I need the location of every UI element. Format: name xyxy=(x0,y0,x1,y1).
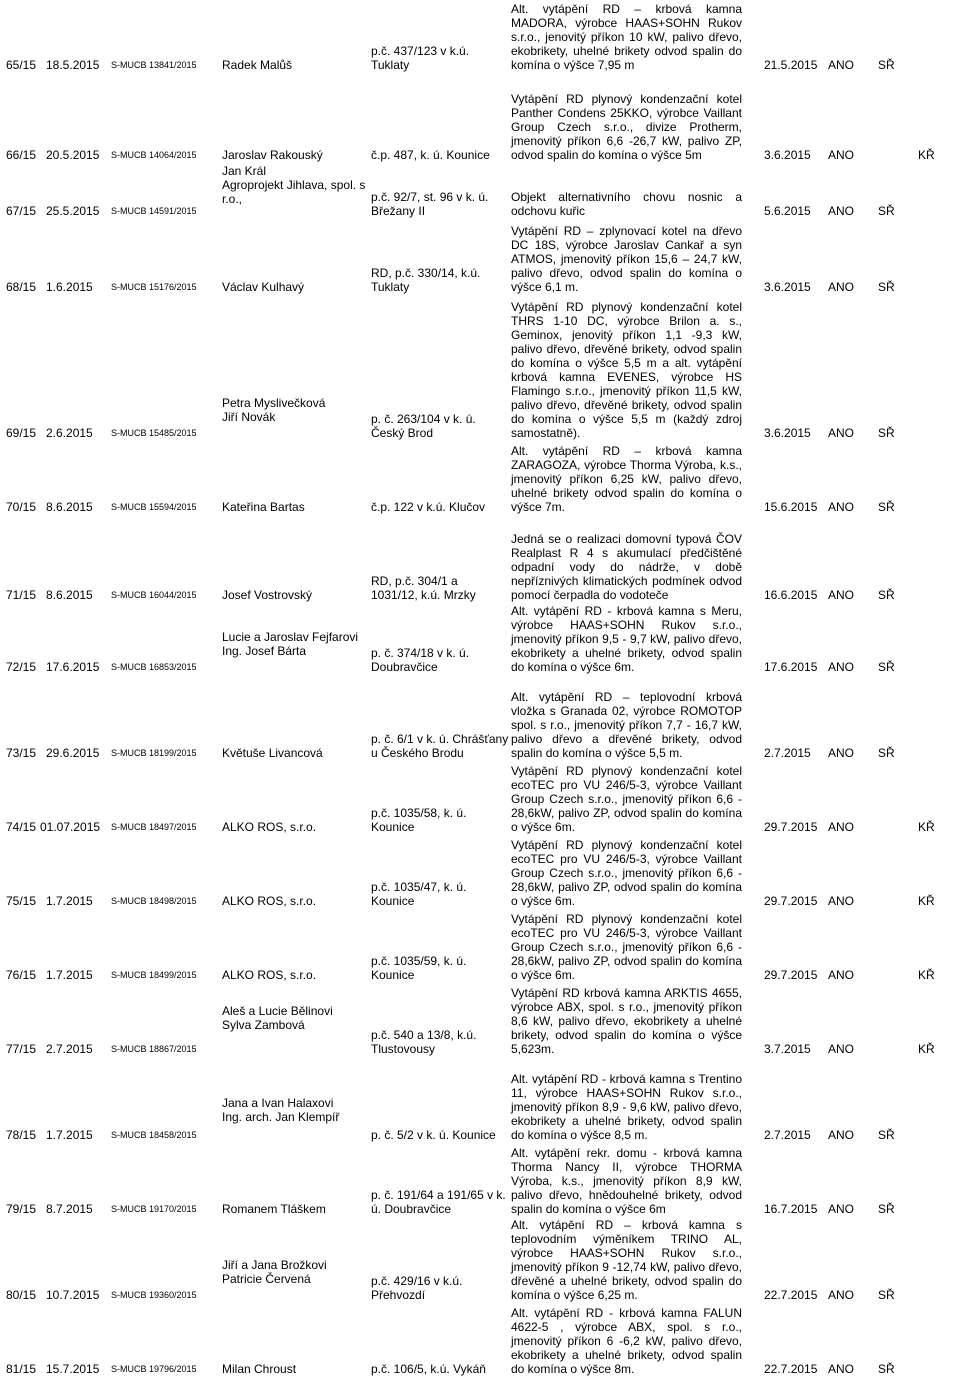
table-row xyxy=(0,294,960,440)
row-decision-date: 29.7.2015 xyxy=(764,820,818,834)
row-number: 72/15 xyxy=(6,660,37,674)
row-location: p. č. 6/1 v k. ú. Chrášťany u Českého Brodu xyxy=(371,732,509,760)
row-applicant: ALKO ROS, s.r.o. xyxy=(222,968,317,982)
row-decision-date: 16.7.2015 xyxy=(764,1202,818,1216)
row-location: č.p. 122 v k.ú. Klučov xyxy=(371,500,486,514)
row-description: Vytápění RD plynový kondenzační kotel ecoTEC pro VU 246/5-3, výrobce Vaillant Group Czech s.r.o., jmenovitý příkon 6,6 - 28,6kW, palivo ZP, odvod spalin do komína o výšce 6m. xyxy=(511,838,742,908)
row-applicant: Petra Myslivečková Jiří Novák xyxy=(222,396,326,424)
row-date: 1.7.2015 xyxy=(46,968,93,982)
row-status: ANO xyxy=(828,58,855,72)
row-status: ANO xyxy=(828,1042,855,1056)
row-status: ANO xyxy=(828,1288,855,1302)
row-date: 15.7.2015 xyxy=(46,1362,100,1376)
table-row xyxy=(0,602,960,674)
row-description: Vytápění RD plynový kondenzační kotel ecoTEC pro VU 246/5-3, výrobce Vaillant Group Czech s.r.o., jmenovitý příkon 6,6 - 28,6kW, palivo ZP, odvod spalin do komína o výšce 6m. xyxy=(511,912,742,982)
table-row xyxy=(0,982,960,1056)
row-number: 73/15 xyxy=(6,746,37,760)
table-row xyxy=(0,1216,960,1302)
row-date: 8.6.2015 xyxy=(46,500,93,514)
row-date: 8.7.2015 xyxy=(46,1202,93,1216)
table-row xyxy=(0,218,960,294)
row-description: Vytápění RD – zplynovací kotel na dřevo DC 18S, výrobce Jaroslav Cankař a syn ATMOS, jmenovitý příkon 15,6 – 24,7 kW, palivo dřevo, odvod spalin do komína o výšce 6,1 m. xyxy=(511,224,742,294)
row-reference: S-MUCB 14591/2015 xyxy=(111,206,197,216)
row-decision-date: 21.5.2015 xyxy=(764,58,818,72)
row-decision-date: 2.7.2015 xyxy=(764,1128,811,1142)
row-applicant: Aleš a Lucie Bělinovi Sylva Zambová xyxy=(222,1004,333,1032)
row-date: 18.5.2015 xyxy=(46,58,100,72)
row-department: SŘ xyxy=(878,1128,895,1142)
row-decision-date: 16.6.2015 xyxy=(764,588,818,602)
row-location: p.č. 106/5, k.ú. Vykáň xyxy=(371,1362,486,1376)
row-department: SŘ xyxy=(878,500,895,514)
row-department: SŘ xyxy=(878,1288,895,1302)
row-description: Alt. vytápění RD – teplovodní krbová vložka s Granada 02, výrobce ROMOTOP spol. s r.o., jmenovitý příkon 7,7 - 16,7 kW, palivo dřevo a dřevěné brikety, odvod spalin do komína o výšce 5,5 m. xyxy=(511,690,742,760)
row-number: 67/15 xyxy=(6,204,37,218)
table-row xyxy=(0,1302,960,1376)
row-status: ANO xyxy=(828,280,855,294)
row-reference: S-MUCB 19360/2015 xyxy=(111,1290,197,1300)
row-decision-date: 29.7.2015 xyxy=(764,894,818,908)
row-number: 78/15 xyxy=(6,1128,37,1142)
row-date: 8.6.2015 xyxy=(46,588,93,602)
row-applicant: Kateřina Bartas xyxy=(222,500,305,514)
row-reference: S-MUCB 18498/2015 xyxy=(111,896,197,906)
row-description: Alt. vytápění RD – krbová kamna ZARAGOZA, výrobce Thorma Výroba, k.s., jmenovitý příkon 6,25 kW, palivo dřevo, uhelné brikety odvod spalin do komína o výšce 7m. xyxy=(511,444,742,514)
row-reference: S-MUCB 14064/2015 xyxy=(111,150,197,160)
row-description: Alt. vytápění RD - krbová kamna s Trentino 11, výrobce HAAS+SOHN Rukov s.r.o., jmenovitý příkon 8,9 - 9,6 kW, palivo dřevo, ekobrikety a uhelné brikety, odvod spalin do komína o výšce 8,5 m. xyxy=(511,1072,742,1142)
row-department: SŘ xyxy=(878,660,895,674)
row-decision-date: 22.7.2015 xyxy=(764,1288,818,1302)
row-department: SŘ xyxy=(878,280,895,294)
row-reference: S-MUCB 19170/2015 xyxy=(111,1204,197,1214)
table-row xyxy=(0,1142,960,1216)
row-applicant: Jan Král Agroprojekt Jihlava, spol. s r.o., xyxy=(222,164,366,206)
row-number: 76/15 xyxy=(6,968,37,982)
row-reference: S-MUCB 15594/2015 xyxy=(111,502,197,512)
table-row xyxy=(0,526,960,602)
row-date: 20.5.2015 xyxy=(46,148,100,162)
row-reference: S-MUCB 18499/2015 xyxy=(111,970,197,980)
row-status: ANO xyxy=(828,746,855,760)
table-row xyxy=(0,760,960,834)
row-description: Alt. vytápění RD - krbová kamna FALUN 4622-5 , výrobce ABX, spol. s r.o., jmenovitý příkon 6 -6,2 kW, palivo dřevo, ekobrikety a uhelné brikety, odvod spalin do komína o výšce 8m. xyxy=(511,1306,742,1376)
row-location: p.č. 540 a 13/8, k.ú. Tlustovousy xyxy=(371,1028,477,1056)
row-decision-date: 5.6.2015 xyxy=(764,204,811,218)
row-status: ANO xyxy=(828,148,855,162)
row-status: ANO xyxy=(828,500,855,514)
row-location: p.č. 429/16 v k.ú. Přehvozdí xyxy=(371,1274,463,1302)
row-applicant: Romanem Tláškem xyxy=(222,1202,326,1216)
row-location: p.č. 92/7, st. 96 v k. ú. Břežany II xyxy=(371,190,489,218)
row-decision-date: 22.7.2015 xyxy=(764,1362,818,1376)
row-department: KŘ xyxy=(918,820,935,834)
row-date: 1.7.2015 xyxy=(46,894,93,908)
table-row xyxy=(0,162,960,218)
row-number: 75/15 xyxy=(6,894,37,908)
row-decision-date: 17.6.2015 xyxy=(764,660,818,674)
row-status: ANO xyxy=(828,968,855,982)
row-reference: S-MUCB 13841/2015 xyxy=(111,60,197,70)
row-status: ANO xyxy=(828,426,855,440)
row-applicant: Lucie a Jaroslav Fejfarovi Ing. Josef Bárta xyxy=(222,630,359,658)
row-number: 77/15 xyxy=(6,1042,37,1056)
row-number: 79/15 xyxy=(6,1202,37,1216)
row-location: p.č. 1035/47, k. ú. Kounice xyxy=(371,880,467,908)
row-reference: S-MUCB 19796/2015 xyxy=(111,1364,197,1374)
row-number: 80/15 xyxy=(6,1288,37,1302)
row-applicant: Jaroslav Rakouský xyxy=(222,148,323,162)
row-decision-date: 29.7.2015 xyxy=(764,968,818,982)
row-applicant: ALKO ROS, s.r.o. xyxy=(222,820,317,834)
row-location: p.č. 1035/59, k. ú. Kounice xyxy=(371,954,467,982)
row-location: p.č. 437/123 v k.ú. Tuklaty xyxy=(371,44,470,72)
row-department: KŘ xyxy=(918,968,935,982)
row-reference: S-MUCB 18458/2015 xyxy=(111,1130,197,1140)
row-number: 70/15 xyxy=(6,500,37,514)
row-applicant: ALKO ROS, s.r.o. xyxy=(222,894,317,908)
row-number: 65/15 xyxy=(6,58,37,72)
row-reference: S-MUCB 15176/2015 xyxy=(111,282,197,292)
row-status: ANO xyxy=(828,660,855,674)
row-description: Alt. vytápění RD – krbová kamna MADORA, výrobce HAAS+SOHN Rukov s.r.o., jenovitý příkon 10 kW, palivo dřevo, ekobrikety, uhelné brikety odvod spalin do komína o výšce 7,95 m xyxy=(511,2,742,72)
row-applicant: Milan Chroust xyxy=(222,1362,297,1376)
row-department: KŘ xyxy=(918,1042,935,1056)
row-date: 2.6.2015 xyxy=(46,426,93,440)
row-decision-date: 3.6.2015 xyxy=(764,280,811,294)
row-location: p. č. 374/18 v k. ú. Doubravčice xyxy=(371,646,470,674)
row-department: SŘ xyxy=(878,1362,895,1376)
row-department: SŘ xyxy=(878,204,895,218)
row-description: Vytápění RD plynový kondenzační kotel THRS 1-10 DC, výrobce Brilon a. s., Geminox, jenovitý příkon 1,1 -9,3 kW, palivo dřevo, dřevěné brikety, odvod spalin do komína o výšce 5,5 m a alt. vytápění krbová kamna EVENES, výrobce HS Flamingo s.r.o., jmenovitý příkon 11,5 kW, palivo dřevo, dřevěné brikety, odvod spalin do komína o výšce 5,5 m (každý zdroj samostatně). xyxy=(511,300,742,440)
row-location: RD, p.č. 330/14, k.ú. Tuklaty xyxy=(371,266,481,294)
row-location: č.p. 487, k. ú. Kounice xyxy=(371,148,490,162)
row-location: p. č. 5/2 v k. ú. Kounice xyxy=(371,1128,496,1142)
row-description: Vytápění RD krbová kamna ARKTIS 4655, výrobce ABX, spol. s r.o., jmenovitý příkon 8,6 kW, palivo dřevo, ekobrikety a uhelné brikety, odvod spalin do komína o výšce 5,623m. xyxy=(511,986,742,1056)
row-status: ANO xyxy=(828,894,855,908)
row-applicant: Radek Malůš xyxy=(222,58,293,72)
row-date: 29.6.2015 xyxy=(46,746,100,760)
row-number: 66/15 xyxy=(6,148,37,162)
row-reference: S-MUCB 15485/2015 xyxy=(111,428,197,438)
table-row xyxy=(0,686,960,760)
row-status: ANO xyxy=(828,588,855,602)
row-reference: S-MUCB 18497/2015 xyxy=(111,822,197,832)
row-reference: S-MUCB 16044/2015 xyxy=(111,590,197,600)
row-number: 71/15 xyxy=(6,588,37,602)
row-department: SŘ xyxy=(878,58,895,72)
row-number: 68/15 xyxy=(6,280,37,294)
row-date: 1.6.2015 xyxy=(46,280,93,294)
row-department: SŘ xyxy=(878,588,895,602)
table-row xyxy=(0,908,960,982)
row-reference: S-MUCB 16853/2015 xyxy=(111,662,197,672)
row-applicant: Jana a Ivan Halaxovi Ing. arch. Jan Klempíř xyxy=(222,1096,340,1124)
row-applicant: Jiří a Jana Brožkovi Patricie Červená xyxy=(222,1258,327,1286)
row-status: ANO xyxy=(828,1362,855,1376)
row-decision-date: 15.6.2015 xyxy=(764,500,818,514)
row-number: 69/15 xyxy=(6,426,37,440)
row-applicant: Květuše Livancová xyxy=(222,746,323,760)
row-decision-date: 3.7.2015 xyxy=(764,1042,811,1056)
row-reference: S-MUCB 18199/2015 xyxy=(111,748,197,758)
row-decision-date: 3.6.2015 xyxy=(764,426,811,440)
row-date: 1.7.2015 xyxy=(46,1128,93,1142)
row-description: Alt. vytápění rekr. domu - krbová kamna Thorma Nancy II, výrobce THORMA Výroba, k.s., jmenovitý příkon 8,9 kW, palivo dřevo, hnědouhelné brikety, odvod spalin do komína o výšce 6m xyxy=(511,1146,742,1216)
row-department: SŘ xyxy=(878,426,895,440)
row-reference: S-MUCB 18867/2015 xyxy=(111,1044,197,1054)
row-number: 74/15 xyxy=(6,820,37,834)
row-description: Vytápění RD plynový kondenzační kotel ecoTEC pro VU 246/5-3, výrobce Vaillant Group Czech s.r.o., jmenovitý příkon 6,6 - 28,6kW, palivo ZP, odvod spalin do komína o výšce 6m. xyxy=(511,764,742,834)
row-applicant: Josef Vostrovský xyxy=(222,588,313,602)
row-department: KŘ xyxy=(918,148,935,162)
row-number: 81/15 xyxy=(6,1362,37,1376)
row-decision-date: 2.7.2015 xyxy=(764,746,811,760)
row-decision-date: 3.6.2015 xyxy=(764,148,811,162)
row-description: Alt. vytápění RD - krbová kamna s Meru, výrobce HAAS+SOHN Rukov s.r.o., jmenovitý příkon 9,5 - 9,7 kW, palivo dřevo, ekobrikety a uhelné brikety, odvod spalin do komína o výšce 6m. xyxy=(511,604,742,674)
row-status: ANO xyxy=(828,820,855,834)
table-row xyxy=(0,834,960,908)
row-location: p. č. 191/64 a 191/65 v k. ú. Doubravčice xyxy=(371,1188,506,1216)
row-date: 2.7.2015 xyxy=(46,1042,93,1056)
table-row xyxy=(0,0,960,72)
row-location: p. č. 263/104 v k. ú. Český Brod xyxy=(371,412,476,440)
table-row xyxy=(0,90,960,162)
row-location: p.č. 1035/58, k. ú. Kounice xyxy=(371,806,467,834)
row-date: 25.5.2015 xyxy=(46,204,100,218)
row-description: Objekt alternativního chovu nosnic a odchovu kuřic xyxy=(511,190,742,218)
row-description: Vytápění RD plynový kondenzační kotel Panther Condens 25KKO, výrobce Vaillant Group Czech s.r.o., divize Protherm, jmenovitý příkon 6,6 -26,7 kW, palivo ZP, odvod spalin do komína o výšce 5m xyxy=(511,92,742,162)
row-location: RD, p.č. 304/1 a 1031/12, k.ú. Mrzky xyxy=(371,574,476,602)
row-department: KŘ xyxy=(918,894,935,908)
row-department: SŘ xyxy=(878,746,895,760)
row-date: 10.7.2015 xyxy=(46,1288,100,1302)
row-status: ANO xyxy=(828,1128,855,1142)
row-description: Jedná se o realizaci domovní typová ČOV Realplast R 4 s akumulací předčištěné odpadní vody do nádrže, v době nepříznivých klimatických podmínek odvod pomocí čerpadla do vodoteče xyxy=(511,532,742,602)
row-date: 01.07.2015 xyxy=(40,820,101,834)
table-row xyxy=(0,1068,960,1142)
row-description: Alt. vytápění RD – krbová kamna s teplovodním výměníkem TRINO AL, výrobce HAAS+SOHN Rukov s.r.o., jmenovitý příkon 9 -12,74 kW, palivo dřevo, dřevěné a uhelné brikety, odvod spalin do komína o výšce 6,25 m. xyxy=(511,1218,742,1302)
row-department: SŘ xyxy=(878,1202,895,1216)
row-status: ANO xyxy=(828,1202,855,1216)
row-date: 17.6.2015 xyxy=(46,660,100,674)
table-row xyxy=(0,440,960,514)
row-status: ANO xyxy=(828,204,855,218)
row-applicant: Václav Kulhavý xyxy=(222,280,305,294)
